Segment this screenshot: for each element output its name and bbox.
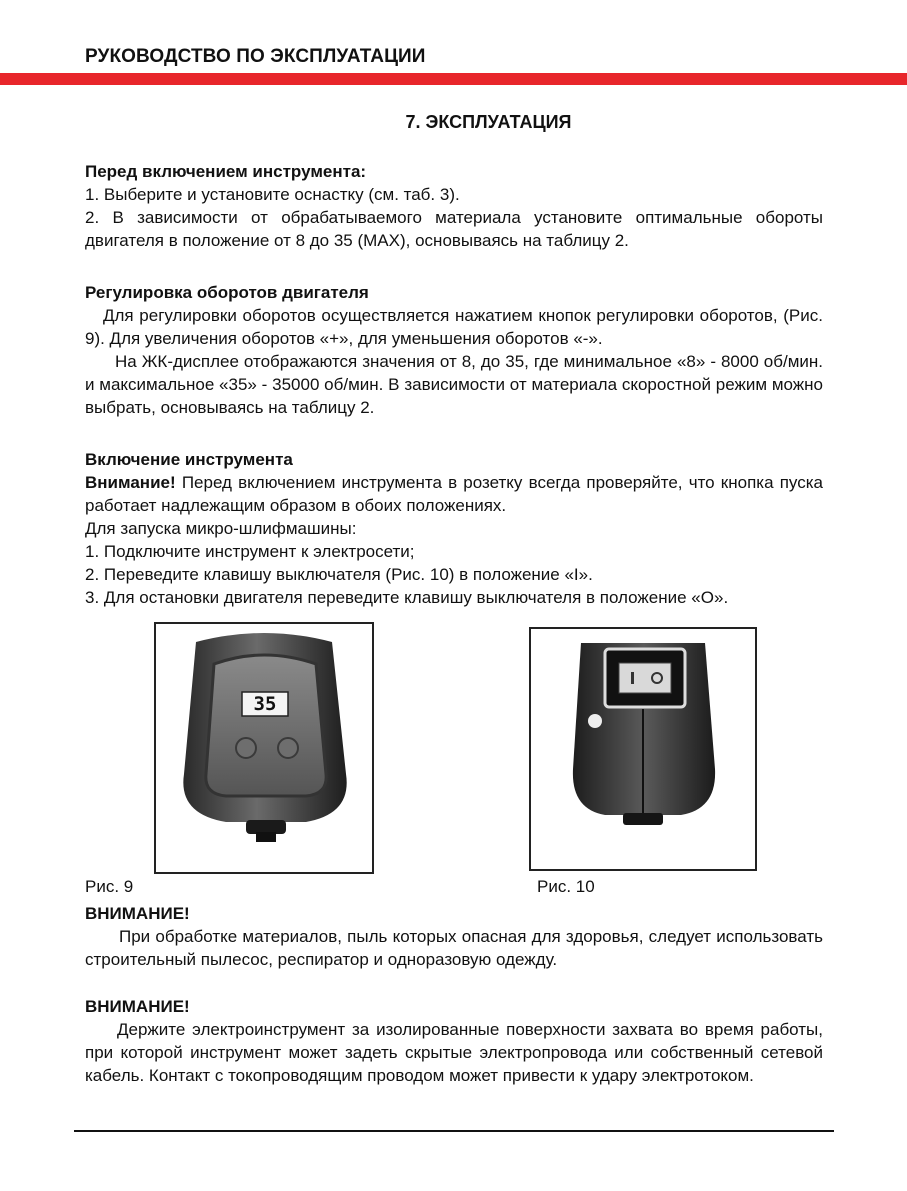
warning-2-block	[85, 995, 823, 1087]
switch-on-intro: Для запуска микро-шлифмашины:	[85, 519, 357, 538]
switch-on-heading: Включение инструмента	[85, 450, 293, 469]
figure-9-photo	[154, 622, 374, 874]
section-title: 7. ЭКСПЛУАТАЦИЯ	[405, 112, 572, 132]
switch-on-block	[85, 448, 823, 609]
speed-control-illustration	[156, 624, 372, 872]
power-switch-illustration	[531, 629, 755, 869]
footer-divider	[74, 1130, 834, 1132]
warning-2-heading: ВНИМАНИЕ!	[85, 997, 190, 1016]
switch-on-warning-label: Внимание!	[85, 473, 176, 492]
warning-1-heading: ВНИМАНИЕ!	[85, 904, 190, 923]
switch-on-step2: 2. Переведите клавишу выключателя (Рис. 10) в положение «I».	[85, 565, 593, 584]
warning-2-text: Держите электроинструмент за изолированные поверхности захвата во время работы, при которой инструмент может задеть скрытые электропровода или собственный сетевой кабель. Контакт с токопроводящим проводом может привести к удару электротоком.	[85, 1020, 823, 1085]
header-accent-bar	[0, 73, 907, 85]
speed-up-button	[278, 738, 298, 758]
rocker-switch	[619, 663, 671, 693]
warning-1-text: При обработке материалов, пыль которых опасная для здоровья, следует использовать строительный пылесос, респиратор и одноразовую одежду.	[85, 927, 823, 969]
switch-on-step3: 3. Для остановки двигателя переведите клавишу выключателя в положение «O».	[85, 588, 729, 607]
before-start-heading: Перед включением инструмента:	[85, 162, 367, 181]
speed-block	[85, 281, 823, 419]
before-start-step1: 1. Выберите и установите оснастку (см. таб. 3).	[85, 185, 460, 204]
speed-down-button	[236, 738, 256, 758]
switch-on-step1: 1. Подключите инструмент к электросети;	[85, 542, 415, 561]
figure-10-photo	[529, 627, 757, 871]
speed-heading: Регулировка оборотов двигателя	[85, 283, 369, 302]
warning-1-block	[85, 902, 823, 971]
lcd-display-value: 35	[253, 693, 277, 715]
before-start-step2: 2. В зависимости от обрабатываемого материала установите оптимальные обороты двигателя в положение от 8 до 35 (MAX), основываясь на таблицу 2.	[85, 208, 823, 250]
manual-header-title: РУКОВОДСТВО ПО ЭКСПЛУАТАЦИИ	[85, 46, 426, 67]
figure-9-caption: Рис. 9	[85, 877, 134, 896]
switch-on-warning-text: Перед включением инструмента в розетку всегда проверяйте, что кнопка пуска работает надлежащим образом в обоих положениях.	[85, 473, 823, 515]
before-start-block	[85, 160, 823, 252]
speed-paragraph-1: Для регулировки оборотов осуществляется нажатием кнопок регулировки оборотов, (Рис. 9). Для увеличения оборотов «+», для уменьшения оборотов «-».	[85, 306, 823, 348]
speed-paragraph-2: На ЖК-дисплее отображаются значения от 8, до 35, где минимальное «8» - 8000 об/мин. и максимальное «35» - 35000 об/мин. В зависимости от материала скоростной режим можно выбрать, основываясь на таблицу 2.	[85, 352, 823, 417]
figure-10-caption: Рис. 10	[537, 877, 595, 896]
